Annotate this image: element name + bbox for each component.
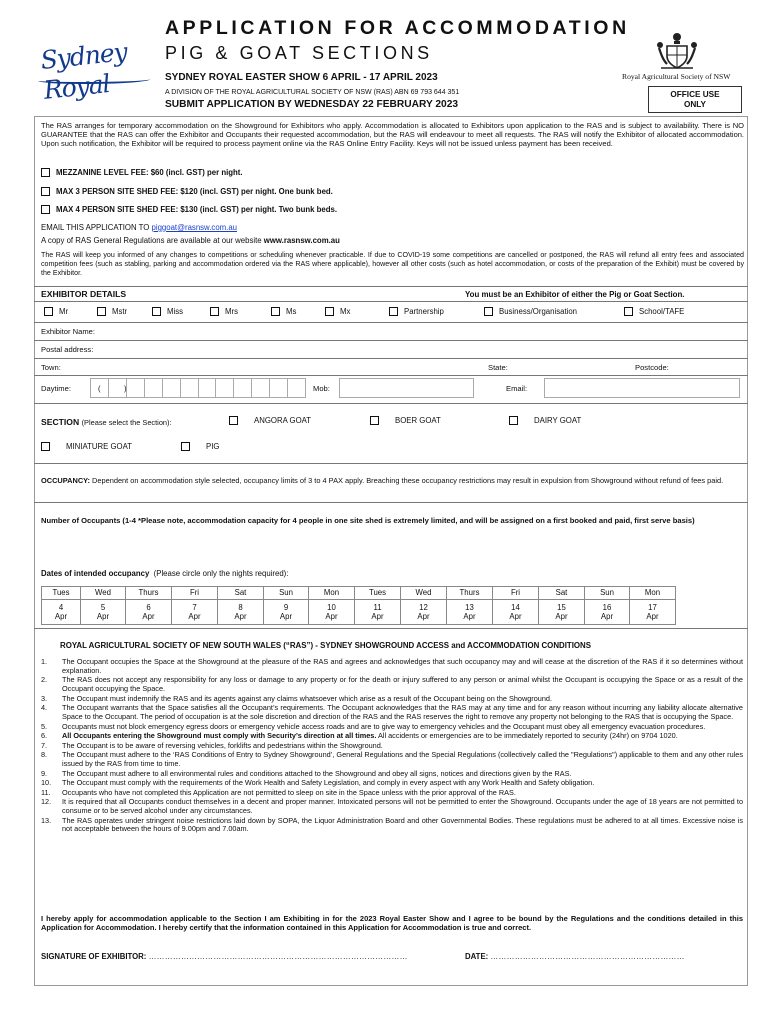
title-option-mx[interactable]: Mx <box>325 307 350 316</box>
title-checkbox[interactable] <box>210 307 219 316</box>
daytime-phone-field[interactable] <box>90 378 306 398</box>
town-label: Town: <box>41 363 61 372</box>
section-label: SECTION (Please select the Section): <box>41 417 172 427</box>
dates-label: Dates of intended occupancy (Please circle only the nights required): <box>41 569 289 578</box>
email-field[interactable] <box>544 378 740 398</box>
date-cell-6[interactable]: 6 Apr <box>126 600 172 625</box>
condition-item: 9. The Occupant must adhere to all environmental rules and conditions attached to the Showground and obey all signs, notices and directions given by the RAS. <box>41 768 572 778</box>
form-subtitle: PIG & GOAT SECTIONS <box>165 43 433 63</box>
title-option-miss[interactable]: Miss <box>152 307 183 316</box>
section-checkbox[interactable] <box>509 416 518 425</box>
title-checkbox[interactable] <box>97 307 106 316</box>
title-checkbox[interactable] <box>152 307 161 316</box>
title-checkbox[interactable] <box>389 307 398 316</box>
day-cell: Fri <box>493 587 539 600</box>
division-line: A DIVISION OF THE ROYAL AGRICULTURAL SOCIETY OF NSW (RAS) ABN 69 793 644 351 <box>165 89 460 96</box>
date-cell-9[interactable]: 9 Apr <box>264 600 309 625</box>
section-option-miniature-goat[interactable]: MINIATURE GOAT <box>41 442 132 451</box>
dates-number-row <box>42 600 676 625</box>
section-option-pig[interactable]: PIG <box>181 442 219 451</box>
email-link[interactable]: piggoat@rasnsw.com.au <box>151 223 237 232</box>
title-option-partnership[interactable]: Partnership <box>389 307 444 316</box>
fee-option-mezzanine[interactable]: MEZZANINE LEVEL FEE: $60 (incl. GST) per night. <box>41 168 243 177</box>
title-option-school[interactable]: School/TAFE <box>624 307 684 316</box>
section-checkbox[interactable] <box>370 416 379 425</box>
condition-item: 5. Occupants must not block emergency egress doors or emergency vehicle access roads and are to give way to emergency vehicles and the Occupant must obey all emergency evacuation procedures. <box>41 721 706 731</box>
day-cell: Thurs <box>126 587 172 600</box>
day-cell: Mon <box>630 587 676 600</box>
day-cell: Tues <box>355 587 401 600</box>
exhibitor-note: You must be an Exhibitor of either the Pig or Goat Section. <box>465 290 685 299</box>
title-checkbox[interactable] <box>624 307 633 316</box>
dates-table <box>41 586 676 625</box>
date-cell-16[interactable]: 16 Apr <box>585 600 630 625</box>
fee-checkbox[interactable] <box>41 168 50 177</box>
title-option-mr[interactable]: Mr <box>44 307 68 316</box>
condition-item: 13. The RAS operates under stringent noise restrictions laid down by SOPA, the Liquor Administration Board and other Governmental Bodies. These regulations must be adhered to at all times. Excessive noise is not acceptable between the hours of 9.00pm and 7.00am. <box>41 815 743 834</box>
day-cell: Tues <box>42 587 81 600</box>
ras-crest-icon <box>655 30 699 70</box>
state-label: State: <box>488 363 508 372</box>
exhibitor-details-heading: EXHIBITOR DETAILS <box>41 289 127 299</box>
day-cell: Wed <box>81 587 126 600</box>
daytime-label: Daytime: <box>41 384 71 393</box>
logo-text: Sydney Royal <box>39 37 129 105</box>
date-cell-8[interactable]: 8 Apr <box>218 600 264 625</box>
application-form: Sydney Royal APPLICATION FOR ACCOMMODATION PIG & GOAT SECTIONS SYDNEY ROYAL EASTER SHOW 6 APRIL - 17 APRIL 2023 A DIVISION OF THE ROYAL AGRICULTURAL SOCIETY OF NSW (RAS) ABN 69 793 644 351 SUBMIT APPLICATION BY WEDNESDAY 22 FEBRUARY 2023 Royal Agricultural Society of NSW OFFICE USE ONLY The RAS arranges for temporary accommodation on the Showground for Exhibitors who apply. Accommodation is allocated to Exhibitors upon application to the RAS and is subject to availability. There is NO GUARANTEE that the RAS can offer the Exhibitor and Occupants their requested accommodation, but the RAS will endeavour to meet all requests. The RAS will notify the Exhibitor of allocated accommodation. Upon such notification, the Exhibitor will be required to process payment online via the RAS Online Entry Facility. Keys will not be issued unless payment has been received. MEZZANINE LEVEL FEE: $60 (incl. GST) per night. MAX 3 PERSON SITE SHED FEE: $120 (incl. GST) per night. One bunk bed. MAX 4 PERSON SITE SHED FEE: $130 (incl. GST) per night. Two bunk beds. EMAIL THIS APPLICATION TO piggoat@rasnsw.com.au A copy of RAS General Regulations are available at our website www.rasnsw.com.au The RAS will keep you informed of any changes to competitions or scheduling whenever practicable. If due to COVID-19 some competitions are cancelled or postponed, the RAS will refund all entry fees and associated competition fees (such as stabling, parking and accommodation ordered via the RAS where applicable), however all other costs (such as hotel accommodation, or costs of the preparation of the Exhibit) must be covered by the Exhibitor. EXHIBITOR DETAILS You must be an Exhibitor of either the Pig or Goat Section. Mr Mstr Miss Mrs Ms Mx Partnership Business/Organisation School/TAFE Exhibitor Name: Postal address: Town: State: Postcode: Daytime: ( ) Mob: Email: SECTION (Please select the Section): ANGORA GOAT BOER GOAT DAIRY GOAT MINIATURE GOAT PIG OCCUPANCY: Dependent on accommodation style selected, occupancy limits of 3 to 4 PAX apply. Breaching these occupancy restrictions may result in expulsion from Showground without refund of fees paid. Number of Occupants (1-4 *Please note, accommodation capacity for 4 people in one site shed is extremely limited, and will be assigned on a first booked and paid, first serve basis) Dates of intended occupancy (Please circle only the nights required): Tues Wed Thurs Fri Sat Sun Mon Tues Wed Thurs Fri Sat Sun Mon 4 Apr 5 Apr 6 Apr 7 Apr 8 Apr 9 Apr 10 Apr 11 Apr 12 Apr 13 Apr 14 Apr 15 Apr 16 Apr 17 Apr ROYAL AGRICULTURAL SOCIETY OF NEW SOUTH WALES (“RAS”) - SYDNEY SHOWGROUND ACCESS and ACCOMMODATION CONDITIONS 1. The Occupant occupies the Space at the Showground at the pleasure of the RAS and agrees and acknowledges that such occupancy may and will cease at the discretion of the RAS if it so determines without explanation. 2. The RAS does not accept any responsibility for any loss or damage to any property or for the death or injury suffered to any person or animal whilst the Occupant is occupying the Space or as a result of the Occupant occupying the Space. 3. The Occupant must indemnify the RAS and its agents against any claims whatsoever which arise as a result of the Occupant being on the Showground. 4. The Occupant warrants that the Space satisfies all the Occupant’s requirements. The Occupant acknowledges that the RAS may at any time and for any reason without incurring any liability allocate alternative Space to the Occupant. The period of occupation is at the sole discretion and direction of the RAS and the RAS reserves the right to remove any property not belonging to the RAS that is occupying the Space. 5. Occupants must not block emergency egress doors or emergency vehicle access roads and are to give way to emergency vehicles and the Occupant must obey all emergency evacuation procedures. 6. All Occupants entering the Showground must comply with Security’s direction at all times. All accidents or emergencies are to be immediately reported to security (24hr) on 9704 1020. 7. The Occupant is to be aware of reversing vehicles, forklifts and pedestrians within the Showground. 8. The Occupant must adhere to the ‘RAS Conditions of Entry to Sydney Showground’, General Regulations and the Special Regulations (collectively called the "Regulations") applicable to them and any other rules issued by the RAS from time to time. 9. The Occupant must adhere to all environmental rules and conditions attached to the Showground and obey all signs, notices and directions given by the RAS. 10. The Occupant must comply with the requirements of the Work Health and Safety Legislation, and comply in every aspect with any Work Health and Safety obligation. 11. Occupants who have not completed this Application are not permitted to sleep on site in the Space unless with the prior approval of the RAS. 12. It is required that all Occupants conduct themselves in a decent and proper manner. Intoxicated persons will not be permitted to enter the Showground. Occupants under the age of 18 years are not permitted to consume or to be served alcohol under any circumstances. 13. The RAS operates under stringent noise restrictions laid down by SOPA, the Liquor Administration Board and other Governmental Bodies. These regulations must be adhered to at all times. Excessive noise is not acceptable between the hours of 9.00pm and 7.00am. I hereby apply for accommodation applicable to the Section I am Exhibiting in for the 2023 Royal Easter Show and I agree to be bound by the Regulations and the conditions detailed in this Application for Accommodation. I hereby certify that the information contained in this Application for Accommodation is true and correct. SIGNATURE OF EXHIBITOR: …………………………………………………………………………………… DATE: ……………………………………………………………… <box>0 0 770 1024</box>
office-use-box: OFFICE USE ONLY <box>648 86 742 113</box>
section-checkbox[interactable] <box>181 442 190 451</box>
mobile-phone-field[interactable] <box>339 378 474 398</box>
show-dates: SYDNEY ROYAL EASTER SHOW 6 APRIL - 17 APRIL 2023 <box>165 72 438 83</box>
fee-option-3-person[interactable]: MAX 3 PERSON SITE SHED FEE: $120 (incl. GST) per night. One bunk bed. <box>41 187 333 196</box>
ras-name: Royal Agricultural Society of NSW <box>622 72 731 81</box>
signature-field[interactable]: SIGNATURE OF EXHIBITOR: …………………………………………………………………………………… <box>41 952 408 961</box>
covid-note: The RAS will keep you informed of any changes to competitions or scheduling whenever practicable. If due to COVID-19 some competitions are cancelled or postponed, the RAS will refund all entry fees and associated competition fees (such as stabling, parking and accommodation ordered via the RAS where applicable), however all other costs (such as hotel accommodation, or costs of the preparation of the Exhibit) must be covered by the Exhibitor. <box>41 251 744 277</box>
day-cell: Sat <box>218 587 264 600</box>
date-cell-7[interactable]: 7 Apr <box>172 600 218 625</box>
section-option-dairy-goat[interactable]: DAIRY GOAT <box>509 416 581 425</box>
section-option-boer-goat[interactable]: BOER GOAT <box>370 416 441 425</box>
regulations-line: A copy of RAS General Regulations are available at our website www.rasnsw.com.au <box>41 236 340 245</box>
day-cell: Mon <box>309 587 355 600</box>
date-cell-4[interactable]: 4 Apr <box>42 600 81 625</box>
date-cell-14[interactable]: 14 Apr <box>493 600 539 625</box>
day-cell: Wed <box>401 587 447 600</box>
fee-checkbox[interactable] <box>41 205 50 214</box>
dates-day-row <box>42 587 676 600</box>
day-cell: Thurs <box>447 587 493 600</box>
conditions-list <box>41 658 743 835</box>
condition-item: 2. The RAS does not accept any responsibility for any loss or damage to any property or for the death or injury suffered to any person or animal whilst the Occupant is occupying the Space or as a result of the Occupant occupying the Space. <box>41 675 743 694</box>
occupants-field[interactable] <box>41 540 741 564</box>
title-checkbox[interactable] <box>271 307 280 316</box>
exhibitor-name-label: Exhibitor Name: <box>41 327 96 336</box>
condition-item: 10. The Occupant must comply with the requirements of the Work Health and Safety Legislation, and comply in every aspect with any Work Health and Safety obligation. <box>41 778 595 788</box>
section-checkbox[interactable] <box>41 442 50 451</box>
title-option-ms[interactable]: Ms <box>271 307 296 316</box>
date-cell-10[interactable]: 10 Apr <box>309 600 355 625</box>
title-checkbox[interactable] <box>325 307 334 316</box>
declaration: I hereby apply for accommodation applicable to the Section I am Exhibiting in for the 2023 Royal Easter Show and I agree to be bound by the Regulations and the conditions detailed in this Application for Accommodation. I hereby certify that the information contained in this Application for Accommodation is true and correct. <box>41 914 743 933</box>
condition-item: 6. All Occupants entering the Showground must comply with Security’s direction at all times. All accidents or emergencies are to be immediately reported to security (24hr) on 9704 1020. <box>41 731 678 741</box>
date-cell-5[interactable]: 5 Apr <box>81 600 126 625</box>
title-checkbox[interactable] <box>44 307 53 316</box>
conditions-title: ROYAL AGRICULTURAL SOCIETY OF NEW SOUTH WALES (“RAS”) - SYDNEY SHOWGROUND ACCESS and ACCOMMODATION CONDITIONS <box>60 641 592 650</box>
condition-item: 8. The Occupant must adhere to the ‘RAS Conditions of Entry to Sydney Showground’, General Regulations and the Special Regulations (collectively called the "Regulations") applicable to them and any other rules issued by the RAS from time to time. <box>41 750 743 769</box>
website-link[interactable]: www.rasnsw.com.au <box>263 236 340 245</box>
section-checkbox[interactable] <box>229 416 238 425</box>
postal-address-label: Postal address: <box>41 345 94 354</box>
form-title: APPLICATION FOR ACCOMMODATION <box>165 17 630 39</box>
day-cell: Fri <box>172 587 218 600</box>
mobile-label: Mob: <box>313 384 330 393</box>
date-cell-17[interactable]: 17 Apr <box>630 600 676 625</box>
title-option-mstr[interactable]: Mstr <box>97 307 127 316</box>
condition-item: 4. The Occupant warrants that the Space satisfies all the Occupant’s requirements. The Occupant acknowledges that the RAS may at any time and for any reason without incurring any liability allocate alternative Space to the Occupant. The period of occupation is at the sole discretion and direction of the RAS and the RAS reserves the right to remove any property not belonging to the RAS that is occupying the Space. <box>41 703 743 722</box>
day-cell: Sun <box>264 587 309 600</box>
occupancy-note: OCCUPANCY: Dependent on accommodation style selected, occupancy limits of 3 to 4 PAX apply. Breaching these occupancy restrictions may result in expulsion from Showground without refund of fees paid. <box>41 476 724 485</box>
condition-item: 7. The Occupant is to be aware of reversing vehicles, forklifts and pedestrians within the Showground. <box>41 740 383 750</box>
day-cell: Sat <box>539 587 585 600</box>
email-line: EMAIL THIS APPLICATION TO piggoat@rasnsw.com.au <box>41 223 237 232</box>
submit-deadline: SUBMIT APPLICATION BY WEDNESDAY 22 FEBRUARY 2023 <box>165 99 459 110</box>
date-cell-11[interactable]: 11 Apr <box>355 600 401 625</box>
section-option-angora-goat[interactable]: ANGORA GOAT <box>229 416 311 425</box>
sydney-royal-logo <box>38 36 156 105</box>
title-checkbox[interactable] <box>484 307 493 316</box>
title-option-mrs[interactable]: Mrs <box>210 307 238 316</box>
fee-checkbox[interactable] <box>41 187 50 196</box>
date-cell-13[interactable]: 13 Apr <box>447 600 493 625</box>
day-cell: Sun <box>585 587 630 600</box>
intro-paragraph: The RAS arranges for temporary accommodation on the Showground for Exhibitors who apply. Accommodation is allocated to Exhibitors upon application to the RAS and is subject to availability. There is NO GUARANTEE that the RAS can offer the Exhibitor and Occupants their requested accommodation, but the RAS will endeavour to meet all requests. The RAS will notify the Exhibitor of allocated accommodation. Upon such notification, the Exhibitor will be required to process payment online via the RAS Online Entry Facility. Keys will not be issued unless payment has been received. <box>41 121 744 149</box>
title-option-business[interactable]: Business/Organisation <box>484 307 577 316</box>
occupants-note: Number of Occupants (1-4 *Please note, accommodation capacity for 4 people in one site shed is extremely limited, and will be assigned on a first booked and paid, first serve basis) <box>41 516 695 525</box>
condition-item: 1. The Occupant occupies the Space at the Showground at the pleasure of the RAS and agrees and acknowledges that such occupancy may and will cease at the discretion of the RAS if it so determines without explanation. <box>41 657 743 675</box>
condition-item: 3. The Occupant must indemnify the RAS and its agents against any claims whatsoever which arise as a result of the Occupant being on the Showground. <box>41 693 552 703</box>
condition-item: 11. Occupants who have not completed this Application are not permitted to sleep on site in the Space unless with the prior approval of the RAS. <box>41 787 516 797</box>
fee-option-4-person[interactable]: MAX 4 PERSON SITE SHED FEE: $130 (incl. GST) per night. Two bunk beds. <box>41 205 337 214</box>
condition-item: 12. It is required that all Occupants conduct themselves in a decent and proper manner. Intoxicated persons will not be permitted to enter the Showground. Occupants under the age of 18 years are not permitted to consume or to be served alcohol under any circumstances. <box>41 797 743 816</box>
postcode-label: Postcode: <box>635 363 669 372</box>
date-cell-12[interactable]: 12 Apr <box>401 600 447 625</box>
email-label: Email: <box>506 384 528 393</box>
date-cell-15[interactable]: 15 Apr <box>539 600 585 625</box>
date-field[interactable]: DATE: ……………………………………………………………… <box>465 952 685 961</box>
